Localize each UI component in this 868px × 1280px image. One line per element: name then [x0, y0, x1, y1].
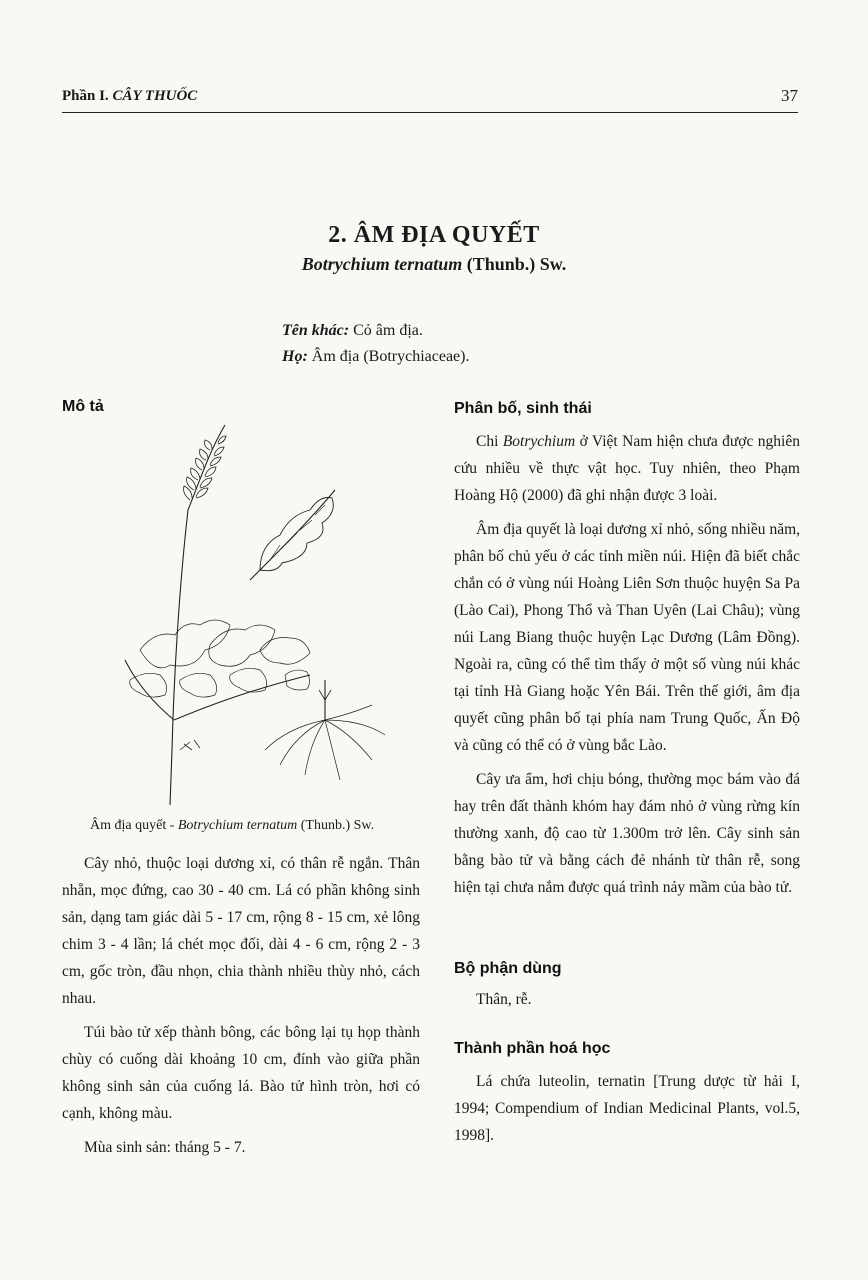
caption-scientific-name: Botrychium ternatum — [177, 818, 298, 833]
description-paragraph: Mùa sinh sản: tháng 5 - 7. — [84, 1139, 246, 1156]
other-names-value: Cỏ âm địa. — [353, 322, 423, 339]
distribution-paragraph: Chi Botrychium ở Việt Nam hiện chưa được nghiên cứu nhiều về thực vật học. Tuy nhiên, theo Phạm Hoàng Hộ (2000) đã ghi nhận được 3 loài. — [454, 433, 800, 504]
other-names — [282, 322, 423, 340]
genus-name: Botrychium — [502, 433, 576, 450]
running-header — [62, 88, 197, 105]
chemistry-block — [454, 1068, 800, 1156]
heading-distribution: Phân bố, sinh thái — [454, 400, 592, 417]
plant-illustration — [110, 420, 440, 810]
family-label: Họ: — [282, 348, 308, 365]
distribution-paragraph: Âm địa quyết là loại dương xỉ nhỏ, sống nhiều năm, phân bố chủ yếu ở các tỉnh miền núi. Hiện đã biết chắc chắn có ở vùng núi Hoàng Liên Sơn thuộc huyện Sa Pa (Lào Cai), Phong Thổ và Than Uyên (Lai Châu); vùng núi Lang Biang thuộc huyện Lạc Dương (Lâm Đồng). Ngoài ra, cũng có thể tìm thấy ở một số vùng núi khác tại tỉnh Hà Giang hoặc Yên Bái. Trên thế giới, âm địa quyết cũng phân bố tại phía nam Trung Quốc, Ấn Độ và cũng có thể có ở vùng bắc Lào. — [454, 521, 800, 754]
caption-author: (Thunb.) Sw. — [297, 818, 375, 833]
description-paragraph: Cây nhỏ, thuộc loại dương xỉ, có thân rễ ngắn. Thân nhẵn, mọc đứng, cao 30 - 40 cm. Lá có phần không sinh sản, dạng tam giác dài 5 - 17 cm, rộng 8 - 15 cm, xẻ lông chim 3 - 4 lần; lá chét mọc đối, dài 4 - 6 cm, rộng 2 - 3 cm, gốc tròn, đầu nhọn, chia thành nhiều thùy nhỏ, cách nhau. — [62, 855, 420, 1007]
part-title: CÂY THUỐC — [112, 88, 198, 104]
parts-used-block — [454, 986, 800, 1020]
page-number: 37 — [781, 86, 798, 105]
distribution-column — [454, 428, 800, 908]
chemistry-text: Lá chứa luteolin, ternatin [Trung dược từ hải I, 1994; Compendium of Indian Medicinal Plants, vol.5, 1998]. — [454, 1073, 800, 1144]
page-header — [62, 86, 798, 113]
description-column — [62, 850, 420, 1168]
part-label: Phần I. — [62, 88, 109, 104]
ecology-paragraph: Cây ưa ẩm, hơi chịu bóng, thường mọc bám vào đá hay trên đất thành khóm hay đám nhỏ ở vùng rừng kín thường xanh, độ cao từ 1.300m trở lên. Cây sinh sản bằng bào tử và bằng cách đẻ nhánh từ thân rễ, song hiện tại chưa nắm được quá trình nảy mầm của bào tử. — [454, 771, 800, 896]
heading-parts-used: Bộ phận dùng — [454, 960, 562, 977]
caption-common-name: Âm địa quyết - — [90, 818, 178, 833]
parts-used-text: Thân, rễ. — [476, 991, 532, 1008]
scientific-name: Botrychium ternatum — [301, 254, 463, 274]
family — [282, 348, 469, 366]
author-name: (Thunb.) Sw. — [466, 254, 567, 274]
family-value: Âm địa (Botrychiaceae). — [311, 348, 470, 365]
article-subtitle — [0, 254, 868, 275]
article-title: 2. ÂM ĐỊA QUYẾT — [328, 222, 540, 248]
heading-chemistry: Thành phần hoá học — [454, 1040, 611, 1057]
description-paragraph: Túi bào tử xếp thành bông, các bông lại tụ họp thành chùy có cuống dài khoảng 10 cm, đính vào giữa phần không sinh sản của cuống lá. Bào tử hình tròn, hơi có cạnh, không màu. — [62, 1024, 420, 1122]
heading-description: Mô tả — [62, 398, 104, 415]
figure-caption — [90, 818, 374, 834]
other-names-label: Tên khác: — [282, 322, 350, 339]
